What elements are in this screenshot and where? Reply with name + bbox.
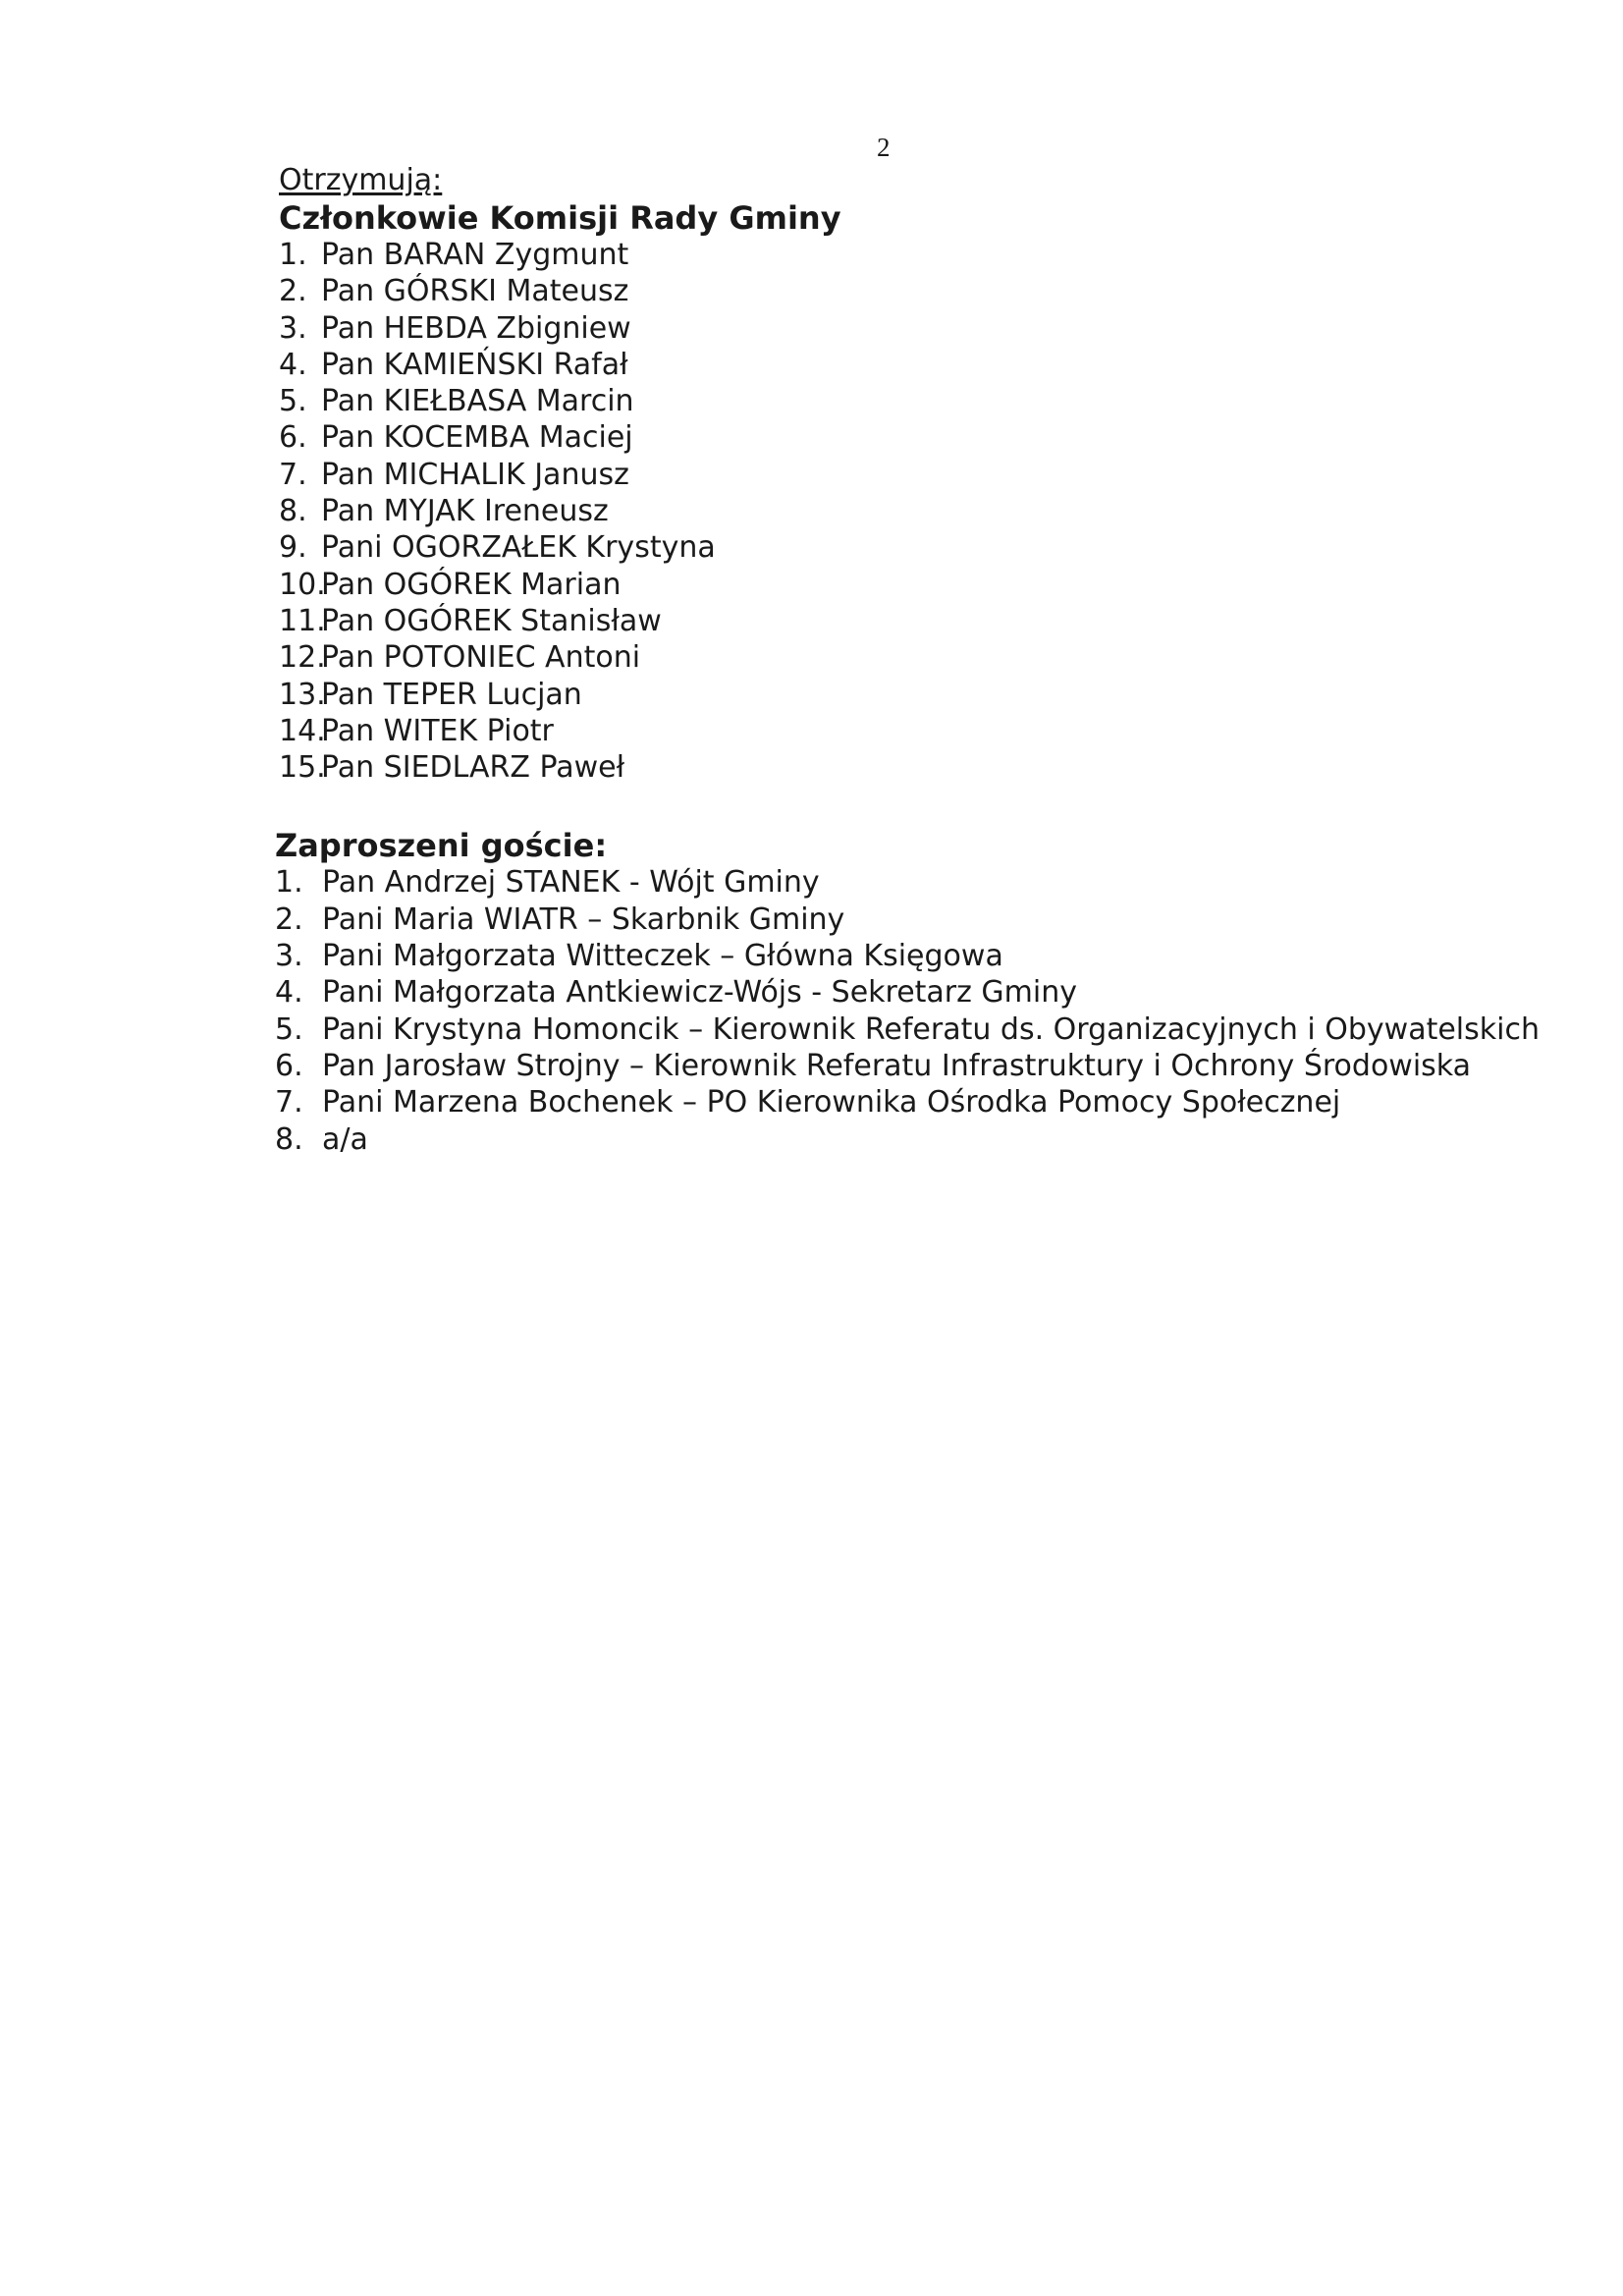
list-item (275, 1121, 1551, 1158)
list-item-text: a/a (322, 1121, 368, 1157)
list-item (275, 1084, 1551, 1121)
list-item-number: 2. (279, 274, 307, 309)
list-item-number: 5. (279, 384, 307, 419)
list-item-number: 8. (279, 494, 307, 529)
list-item-text: Pani Maria WIATR – Skarbnik Gminy (322, 902, 845, 937)
list-item-text: Pan KOCEMBA Maciej (321, 420, 633, 456)
list-item (275, 938, 1551, 974)
list-item (275, 419, 1551, 456)
list-item-text: Pan KIEŁBASA Marcin (321, 384, 634, 419)
list-item (275, 529, 1551, 566)
guests-list (275, 864, 1551, 1157)
list-item (275, 713, 1551, 749)
list-item-text: Pan OGÓREK Stanisław (321, 603, 662, 638)
list-item (275, 749, 1551, 786)
list-item-text: Pan KAMIEŃSKI Rafał (321, 347, 628, 382)
list-item-number: 15. (279, 750, 326, 786)
list-item-text: Pan MYJAK Ireneusz (321, 494, 609, 529)
list-item-text: Pani Małgorzata Witteczek – Główna Księgowa (322, 939, 1003, 974)
list-item (275, 383, 1551, 419)
list-item-text: Pan HEBDA Zbigniew (321, 310, 631, 346)
list-item-number: 1. (279, 238, 307, 272)
list-item-text: Pan Andrzej STANEK - Wójt Gminy (322, 865, 820, 901)
list-item (275, 902, 1551, 938)
list-item-number: 8. (275, 1121, 303, 1157)
list-item (275, 639, 1551, 676)
list-item-number: 14. (279, 713, 326, 748)
list-item-number: 7. (275, 1085, 303, 1121)
list-item-text: Pani Marzena Bochenek – PO Kierownika Ośrodka Pomocy Społecznej (322, 1085, 1341, 1121)
list-item (275, 864, 1551, 901)
list-item-text: Pan POTONIEC Antoni (321, 640, 641, 676)
list-item-text: Pan TEPER Lucjan (321, 677, 582, 712)
list-item-text: Pani Małgorzata Antkiewicz-Wójs - Sekretarz Gminy (322, 975, 1077, 1011)
list-item (275, 347, 1551, 383)
list-item (275, 273, 1551, 309)
list-item-text: Pani Krystyna Homoncik – Kierownik Referatu ds. Organizacyjnych i Obywatelskich (322, 1011, 1540, 1047)
members-heading: Członkowie Komisji Rady Gminy (279, 199, 841, 237)
list-item-number: 5. (275, 1011, 303, 1047)
list-item-text: Pan GÓRSKI Mateusz (321, 274, 629, 309)
list-item (275, 603, 1551, 639)
list-item-text: Pan WITEK Piotr (321, 713, 554, 748)
list-item-text: Pani OGORZAŁEK Krystyna (321, 530, 716, 566)
list-item-number: 2. (275, 902, 303, 937)
list-item (275, 974, 1551, 1011)
list-item-number: 3. (279, 310, 307, 346)
recipients-label: Otrzymują: (279, 163, 443, 197)
list-item-number: 10. (279, 567, 326, 602)
list-item-text: Pan MICHALIK Janusz (321, 457, 629, 492)
list-item (275, 567, 1551, 603)
list-item (275, 1011, 1551, 1048)
list-item (275, 310, 1551, 347)
list-item (275, 493, 1551, 529)
list-item (275, 1048, 1551, 1084)
list-item (275, 237, 1551, 273)
list-item-text: Pan OGÓREK Marian (321, 567, 622, 602)
list-item-number: 6. (279, 420, 307, 456)
list-item (275, 457, 1551, 493)
list-item-number: 9. (279, 530, 307, 566)
page-number: 2 (877, 133, 891, 162)
list-item-text: Pan Jarosław Strojny – Kierownik Referatu Infrastruktury i Ochrony Środowiska (322, 1048, 1472, 1083)
list-item-number: 3. (275, 939, 303, 974)
list-item-number: 13. (279, 677, 326, 712)
list-item-text: Pan SIEDLARZ Paweł (321, 750, 625, 786)
document-body (275, 162, 1551, 1158)
members-list (275, 237, 1551, 786)
list-item (275, 677, 1551, 713)
list-item-number: 12. (279, 640, 326, 676)
list-item-number: 7. (279, 457, 307, 492)
list-item-number: 1. (275, 865, 303, 901)
guests-heading: Zaproszeni goście: (275, 827, 608, 865)
list-item-number: 4. (275, 975, 303, 1011)
list-item-number: 4. (279, 347, 307, 382)
list-item-number: 11. (279, 603, 326, 638)
list-item-text: Pan BARAN Zygmunt (321, 238, 629, 272)
list-item-number: 6. (275, 1048, 303, 1083)
